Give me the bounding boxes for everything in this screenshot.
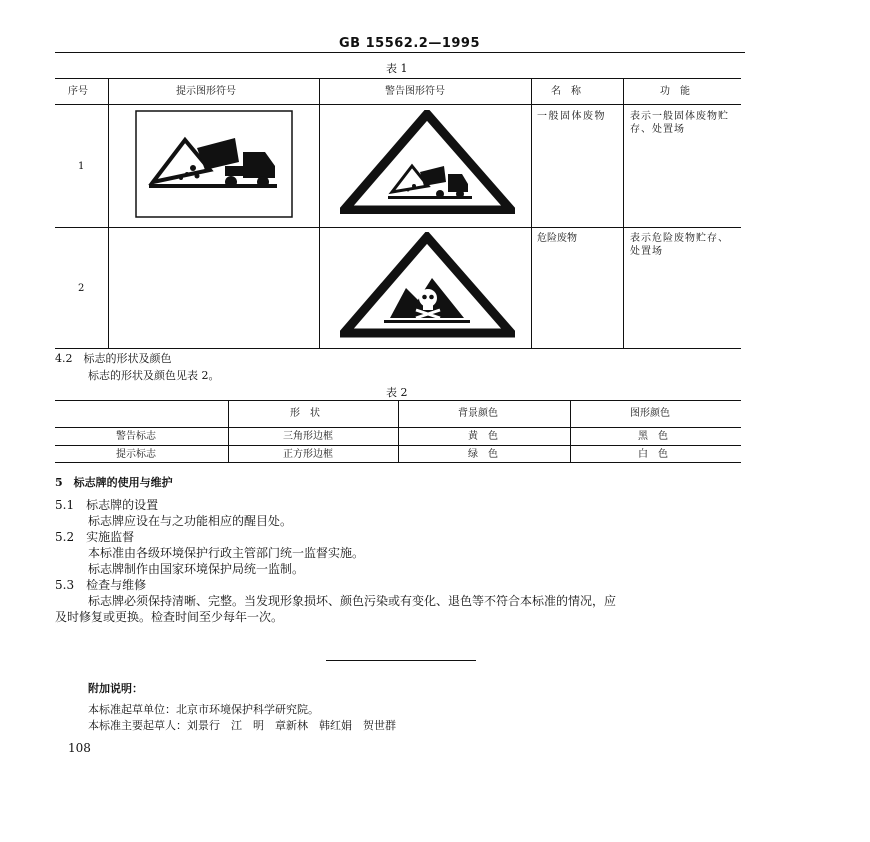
table1-row1-function: 表示一般固体废物贮存、处置场 [630,111,729,135]
solid-waste-hint-sign [135,110,293,218]
section-4-2-heading: 4.2 标志的形状及颜色 [55,352,172,365]
section-5-3-heading: 5.3 检查与维修 [55,578,147,592]
table1-header-function: 功 能 [660,86,690,97]
section-5-1-text: 标志牌应设在与之功能相应的醒目处。 [88,514,293,528]
header-rule [55,52,745,53]
table2-row1-label: 警告标志 [116,431,156,442]
appendix-line1: 本标准起草单位：北京市环境保护科学研究院。 [88,703,319,716]
table1-header-warning-symbol: 警告图形符号 [385,86,445,97]
table1-header-no: 序号 [68,86,88,97]
table1-row1-name: 一般固体废物 [537,111,606,122]
section-5-2-text1: 本标准由各级环境保护行政主管部门统一监督实施。 [88,546,365,560]
table2-row2-shape: 正方形边框 [283,449,333,460]
section-5-2-heading: 5.2 实施监督 [55,530,135,544]
section-5-1-heading: 5.1 标志牌的设置 [55,498,159,512]
table1-row1-no: 1 [78,161,85,172]
hazardous-waste-warning-sign [340,232,515,338]
table1-row2-name: 危险废物 [537,233,577,244]
appendix-line2: 本标准主要起草人：刘景行 江 明 章新林 韩红娟 贺世群 [88,719,396,732]
standard-code: GB 15562.2—1995 [339,36,480,51]
table1-row2-function: 表示危险废物贮存、处置场 [630,233,729,257]
table2-row1-shape: 三角形边框 [283,431,333,442]
section-5-3-text2: 及时修复或更换。检查时间至少每年一次。 [55,610,284,624]
appendix-title: 附加说明： [88,682,143,695]
appendix-separator [326,660,476,661]
page-number: 108 [68,741,91,755]
solid-waste-warning-sign [340,110,515,214]
section-4-2-text: 标志的形状及颜色见表 2。 [88,369,220,382]
table1-header-hint-symbol: 提示图形符号 [176,86,236,97]
table2-header-graphic: 图形颜色 [630,408,670,419]
table2-row2-background: 绿 色 [468,449,498,460]
section-5-2-text2: 标志牌制作由国家环境保护局统一监制。 [88,562,305,576]
section-5-3-text1: 标志牌必须保持清晰、完整。当发现形象损坏、颜色污染或有变化、退色等不符合本标准的情况，应 [88,594,617,608]
table2-row2-graphic: 白 色 [638,449,668,460]
table2-row2-label: 提示标志 [116,449,156,460]
section-5-heading: 5 标志牌的使用与维护 [55,476,173,489]
table1-row2-no: 2 [78,283,85,294]
table2-header-shape: 形 状 [290,408,320,419]
table1-header-name: 名 称 [551,86,581,97]
table2-row1-graphic: 黑 色 [638,431,668,442]
table2-header-background: 背景颜色 [458,408,498,419]
table2-row1-background: 黄 色 [468,431,498,442]
table1-caption: 表 1 [386,62,408,75]
table2-caption: 表 2 [386,386,408,399]
